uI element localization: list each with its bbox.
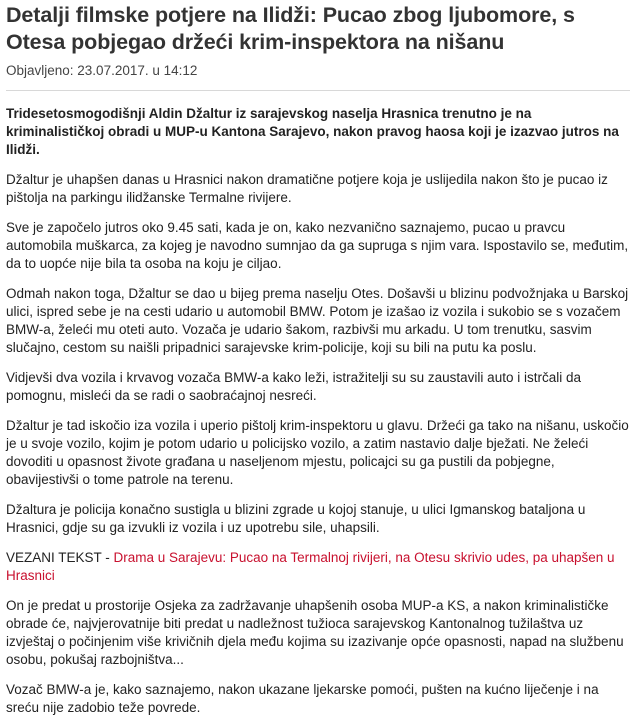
related-article-link[interactable]: Drama u Sarajevu: Pucao na Termalnoj rivijeri, na Otesu skrivio udes, pa uhapšen u Hrasnici [6, 550, 615, 583]
article-title: Detalji filmske potjere na Ilidži: Pucao zbog ljubomore, s Otesa pobjegao držeći krim-inspektora na nišanu [6, 3, 575, 54]
related-article [6, 549, 630, 585]
article-lead: Tridesetosmogodišnji Aldin Džaltur iz sarajevskog naselja Hrasnica trenutno je na kriminalističkoj obradi u MUP-u Kantona Sarajevo, nakon pravog haosa koji je izazvao jutros na Ilidži. [6, 106, 619, 157]
article-paragraph: Vidjevši dva vozila i krvavog vozača BMW-a kako leži, istražitelji su su zaustavili auto i istrčali da pomognu, misleći da se radi o saobraćajnoj nesreći. [6, 370, 581, 403]
article-paragraph: On je predat u prostorije Osjeka za zadržavanje uhapšenih osoba MUP-a KS, a nakon kriminalističke obrade će, najvjerovatnije biti predat u nadležnost tužioca sarajevskog Kantonalnog tužilaštva uz izvještaj o počinjenim više krivičnih djela među kojima su izazivanje opće opasnosti, napad na službenu osobu, pokušaj razbojništva... [6, 598, 624, 667]
article-paragraph: Džaltur je uhapšen danas u Hrasnici nakon dramatične potjere koja je uslijedila nakon što je pucao iz pištolja na parkingu ilidžanske Termalne rivijere. [6, 172, 608, 205]
article-paragraph: Odmah nakon toga, Džaltur se dao u bijeg prema naselju Otes. Došavši u blizinu podvožnjaka u Barskoj ulici, ispred sebe je na cesti udario u automobil BMW. Potom je izašao iz vozila i sukobio se s vozačem BMW-a, želeći mu oteti auto. Vozača je udario šakom, razbivši mu arkadu. U tom trenutku, sasvim slučajno, cestom su naišli pripadnici sarajevske krim-policije, koji su bili na putu ka poslu. [6, 286, 629, 355]
related-article-prefix: VEZANI TEKST - [6, 550, 114, 565]
article-paragraph: Džaltura je policija konačno sustigla u blizini zgrade u kojoj stanuje, u ulici Igmanskog bataljona u Hrasnici, gdje su ga izvukli iz vozila i uz upotrebu sile, uhapsili. [6, 502, 586, 535]
article-paragraph: Sve je započelo jutros oko 9.45 sati, kada je on, kako nezvanično saznajemo, pucao u pravcu automobila muškarca, za kojeg je navodno sumnjao da ga supruga s njim vara. Ispostavilo se, međutim, da to uopće nije bila ta osoba na koju je ciljao. [6, 220, 629, 271]
published-date: Objavljeno: 23.07.2017. u 14:12 [6, 63, 630, 91]
article-paragraph: Džaltur je tad iskočio iza vozila i uperio pištolj krim-inspektoru u glavu. Držeći ga tako na nišanu, uskočio je u svoje vozilo, kojim je potom udario u policijsko vozilo, a zatim nastavio dalje bježati. Ne želeći dovoditi u opasnost živote građana u naseljenom mjestu, policajci su ga pustili da pobjegne, obavijestivši o tome patrole na terenu. [6, 418, 629, 487]
article-paragraph: Vozač BMW-a je, kako saznajemo, nakon ukazane ljekarske pomoći, pušten na kućno liječenje i na sreću nije zadobio teže povrede. [6, 682, 599, 715]
